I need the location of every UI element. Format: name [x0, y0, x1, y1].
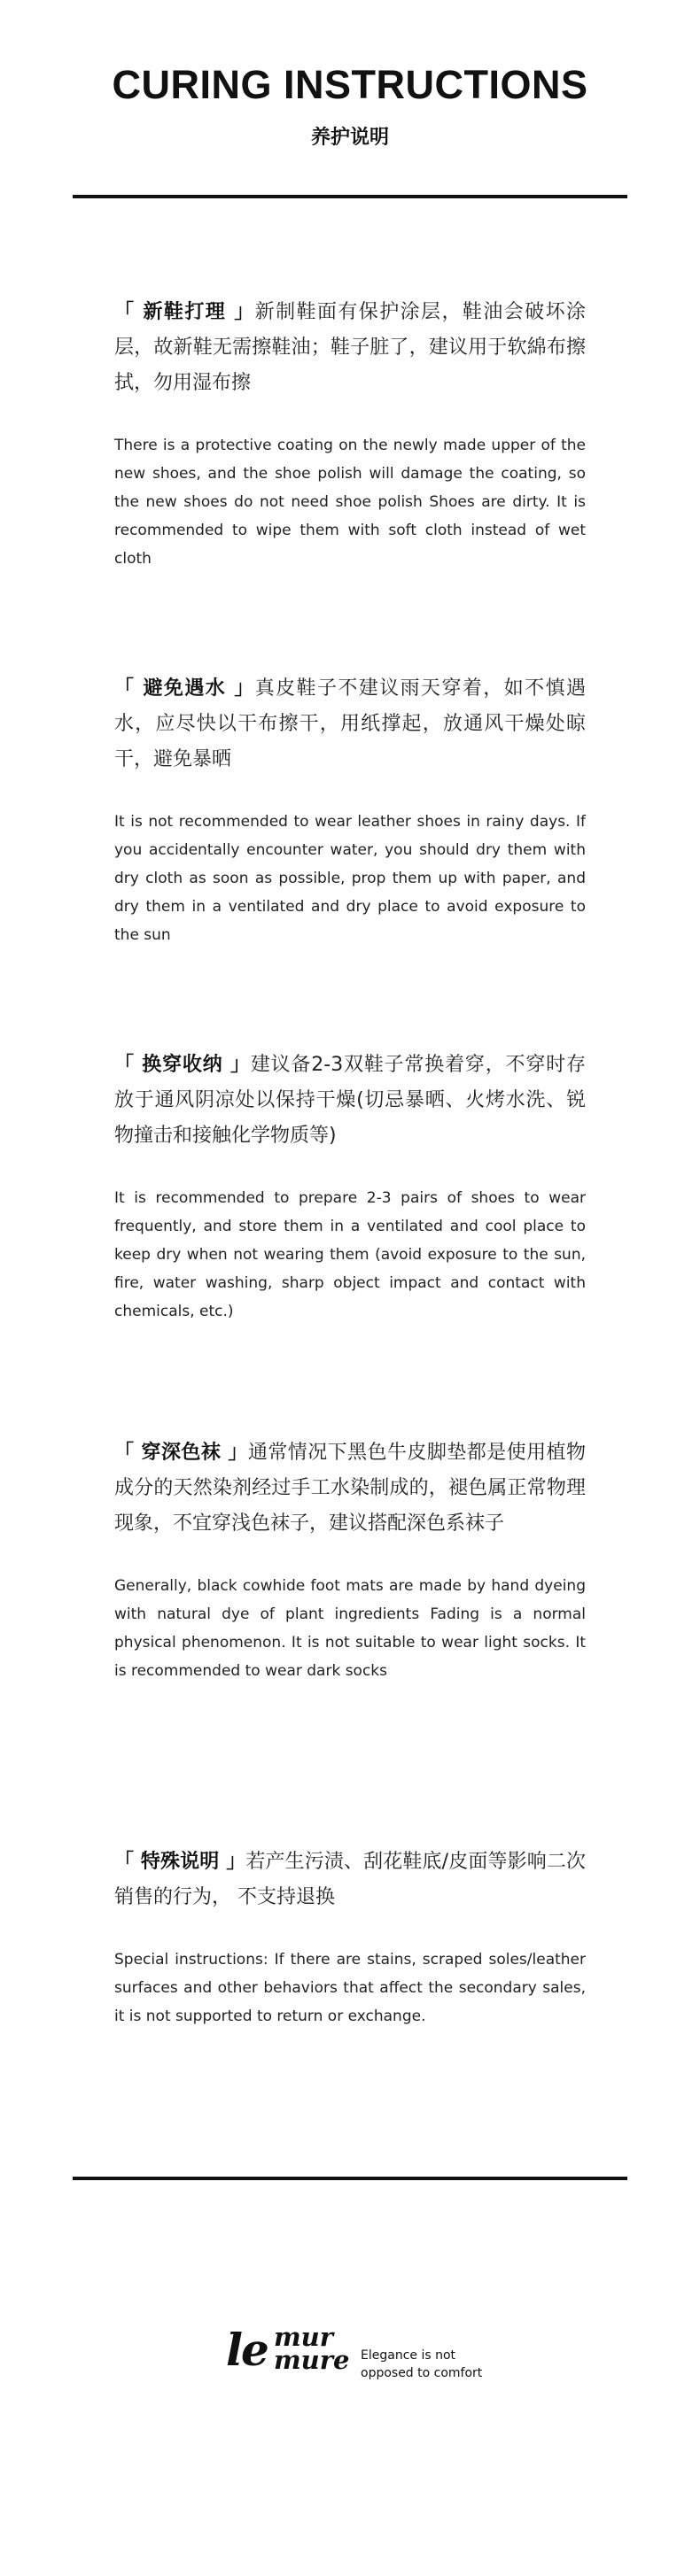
section-chinese-body: 通常情况下黑色牛皮脚垫都是使用植物成分的天然染剂经过手工水染制成的，褪色属正常物理现象，不宜穿浅色袜子，建议搭配深色系袜子: [114, 1442, 586, 1535]
brand-logo: [226, 2324, 492, 2394]
section-chinese-body: 新制鞋面有保护涂层，鞋油会破坏涂层，故新鞋无需擦鞋油；鞋子脏了，建议用于软綿布擦拭，勿用湿布擦: [114, 301, 586, 394]
section-chinese-text: [114, 1048, 586, 1154]
logo-wordmark: [274, 2322, 350, 2375]
page-header: [0, 62, 700, 150]
section-chinese-body: 若产生污渍、刮花鞋底/皮面等影响二次销售的行为， 不支持退换: [114, 1851, 586, 1908]
section-chinese-body: 真皮鞋子不建议雨天穿着，如不慎遇水，应尽快以干布擦干，用纸撑起，放通风干燥处晾干，避免暴晒: [114, 677, 586, 770]
section-avoid-water: [114, 671, 586, 949]
logo-mark: le: [226, 2324, 268, 2376]
section-english-text: Special instructions: If there are stains, scraped soles/leather surfaces and other behaviors that affect the secondary sales, it is not supported to return or exchange.: [114, 1951, 586, 2025]
section-chinese-body: 建议备2-3双鞋子常换着穿，不穿时存放于通风阴凉处以保持干燥(切忌暴晒、火烤水洗、锐物撞击和接触化学物质等): [114, 1054, 586, 1147]
section-chinese-text: [114, 1845, 586, 1915]
section-tag: 「 新鞋打理 」: [114, 301, 255, 323]
page-subtitle: 养护说明: [310, 127, 389, 149]
section-english-text: There is a protective coating on the newly made upper of the new shoes, and the shoe polish will damage the coating, so the new shoes do not need shoe polish Shoes are dirty. It is recommended to wipe them with soft cloth instead of wet cloth: [114, 437, 586, 568]
bottom-divider: [73, 2177, 627, 2180]
logo-word-top: mur: [274, 2322, 334, 2352]
section-chinese-text: [114, 1435, 586, 1542]
section-tag: 「 换穿收纳 」: [114, 1054, 251, 1076]
page-title: CURING INSTRUCTIONS: [112, 62, 588, 107]
section-english-text: It is recommended to prepare 2-3 pairs of shoes to wear frequently, and store them in a ventilated and cool place to keep dry when not wearing them (avoid exposure to the sun, fire, water washing, sharp object impact and contact with chemicals, etc.): [114, 1189, 586, 1320]
section-chinese-text: [114, 295, 586, 401]
logo-tagline-line1: Elegance is not: [361, 2348, 456, 2363]
top-divider: [73, 195, 627, 198]
section-tag: 「 穿深色袜 」: [114, 1442, 248, 1464]
logo-tagline: [361, 2347, 482, 2382]
section-tag: 「 特殊说明 」: [114, 1851, 246, 1873]
logo-word-bottom: mure: [274, 2345, 350, 2375]
section-english-text: It is not recommended to wear leather shoes in rainy days. If you accidentally encounter water, you should dry them with dry cloth as soon as possible, prop them up with paper, and dry them in a ventilated and dry place to avoid exposure to the sun: [114, 813, 586, 944]
logo-tagline-line2: opposed to comfort: [361, 2366, 483, 2380]
section-rotation-storage: [114, 1048, 586, 1326]
section-special-notes: [114, 1845, 586, 2031]
section-chinese-text: [114, 671, 586, 777]
section-english-text: Generally, black cowhide foot mats are made by hand dyeing with natural dye of plant ingredients Fading is a normal physical phenomenon. It is not suitable to wear light socks. It is recommended to wear dark socks: [114, 1577, 586, 1680]
section-tag: 「 避免遇水 」: [114, 677, 255, 700]
section-dark-socks: [114, 1435, 586, 1685]
section-new-shoe-care: [114, 295, 586, 573]
